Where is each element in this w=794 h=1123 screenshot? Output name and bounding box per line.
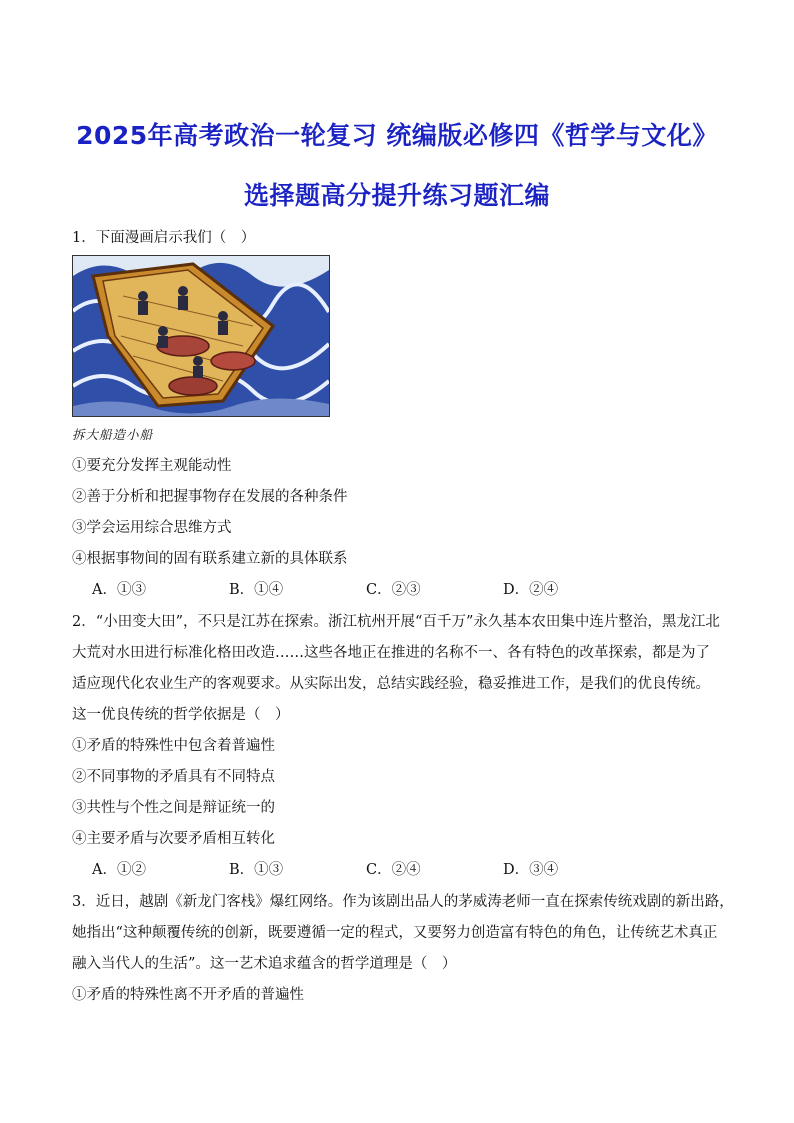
- question-1-option-a[interactable]: A．①③: [92, 582, 146, 598]
- question-2-item-2: ②不同事物的矛盾具有不同特点: [72, 769, 275, 785]
- cartoon-illustration: [73, 256, 329, 416]
- question-3-item-1: ①矛盾的特殊性离不开矛盾的普遍性: [72, 987, 304, 1003]
- cartoon-image: [72, 255, 330, 417]
- question-1-item-3: ③学会运用综合思维方式: [72, 520, 232, 536]
- question-1-option-d[interactable]: D．②④: [503, 582, 559, 598]
- question-1-item-1: ①要充分发挥主观能动性: [72, 458, 232, 474]
- question-2-stem-line-1: 2．“小田变大田”，不只是江苏在探索。浙江杭州开展“百千万”永久基本农田集中连片整治，黑龙江北: [72, 614, 720, 630]
- question-1-options: [92, 580, 640, 600]
- question-2-option-d[interactable]: D．③④: [503, 862, 559, 878]
- question-2-option-a[interactable]: A．①②: [92, 862, 146, 878]
- question-2-options: [92, 860, 640, 880]
- document-title-line-2: 选择题高分提升练习题汇编: [243, 181, 550, 210]
- question-2-stem-line-4: 这一优良传统的哲学依据是（ ）: [72, 707, 290, 723]
- document-title-line-1: 2025年高考政治一轮复习 统编版必修四《哲学与文化》: [76, 121, 718, 150]
- question-3-stem-line-1: 3．近日，越剧《新龙门客栈》爆红网络。作为该剧出品人的茅威涛老师一直在探索传统戏剧的新出路，: [72, 894, 734, 910]
- question-2-item-1: ①矛盾的特殊性中包含着普遍性: [72, 738, 275, 754]
- question-2-stem-line-2: 大荒对水田进行标准化格田改造……这些各地正在推进的名称不一、各有特色的改革探索，都是为了: [72, 645, 710, 661]
- question-1-option-b[interactable]: B．①④: [229, 582, 284, 598]
- cartoon-caption: 拆大船造小船: [72, 427, 154, 442]
- question-1-item-2: ②善于分析和把握事物存在发展的各种条件: [72, 489, 348, 505]
- question-1-stem: 1．下面漫画启示我们（ ）: [72, 230, 256, 246]
- question-2-item-3: ③共性与个性之间是辩证统一的: [72, 800, 275, 816]
- question-1-item-4: ④根据事物间的固有联系建立新的具体联系: [72, 551, 348, 567]
- question-2-option-c[interactable]: C．②④: [366, 862, 421, 878]
- question-2-stem-line-3: 适应现代化农业生产的客观要求。从实际出发，总结实践经验，稳妥推进工作，是我们的优良传统。: [72, 676, 710, 692]
- question-3-stem-line-2: 她指出“这种颠覆传统的创新，既要遵循一定的程式，又要努力创造富有特色的角色，让传统艺术真正: [72, 925, 718, 941]
- question-3-stem-line-3: 融入当代人的生活”。这一艺术追求蕴含的哲学道理是（ ）: [72, 956, 457, 972]
- question-2-option-b[interactable]: B．①③: [229, 862, 284, 878]
- question-1-option-c[interactable]: C．②③: [366, 582, 421, 598]
- question-2-item-4: ④主要矛盾与次要矛盾相互转化: [72, 831, 275, 847]
